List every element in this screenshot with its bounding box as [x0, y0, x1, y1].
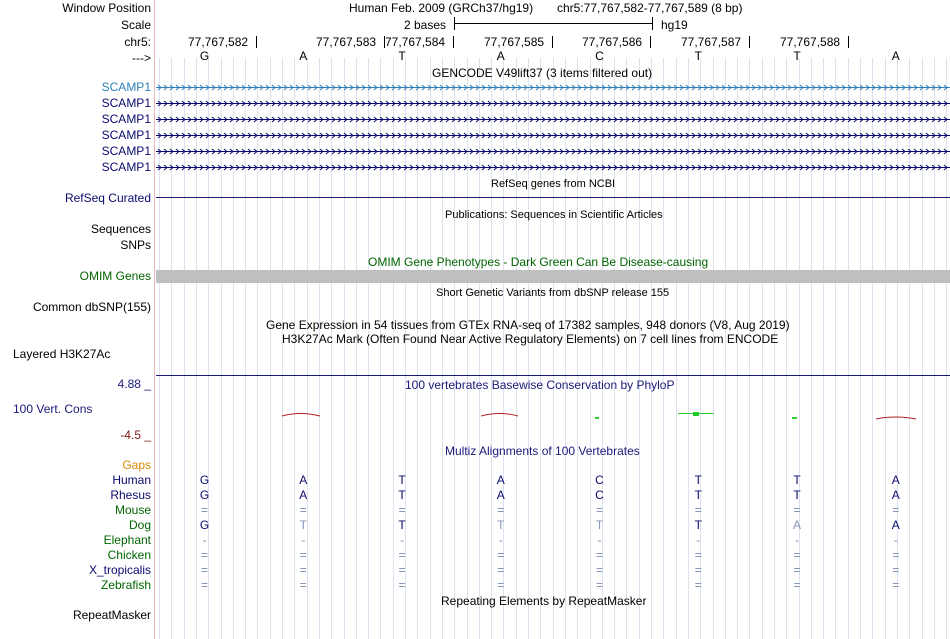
phylop-mark	[595, 417, 599, 419]
assembly-title: Human Feb. 2009 (GRCh37/hg19)	[349, 1, 534, 15]
alignment-base: =	[299, 548, 307, 562]
alignment-base: =	[595, 563, 603, 577]
phylop-mark	[481, 414, 518, 417]
alignment-base: A	[299, 488, 308, 502]
alignment-base: C	[595, 488, 604, 502]
coordinate-tick	[453, 36, 454, 48]
alignment-base: T	[299, 518, 307, 532]
repeatmasker-track-title[interactable]: Repeating Elements by RepeatMasker	[441, 594, 647, 608]
strand-arrow-label: --->	[132, 51, 151, 65]
gencode-item-label[interactable]: SCAMP1	[101, 96, 151, 110]
omim-track-label[interactable]: OMIM Genes	[79, 269, 151, 283]
publications-track-title[interactable]: Publications: Sequences in Scientific Articles	[445, 209, 663, 221]
reference-base: C	[595, 49, 604, 63]
gtex-track-title[interactable]: Gene Expression in 54 tissues from GTEx RNA-seq of 17382 samples, 948 donors (V8, Aug 2019)	[266, 318, 790, 332]
species-label-mouse: Mouse	[114, 503, 151, 517]
omim-track-title[interactable]: OMIM Gene Phenotypes - Dark Green Can Be Disease-causing	[368, 255, 709, 269]
scale-bar-right	[652, 17, 653, 30]
reference-base: T	[793, 49, 801, 63]
dbsnp-track-title[interactable]: Short Genetic Variants from dbSNP release 155	[436, 287, 670, 299]
gaps-label: Gaps	[122, 458, 151, 472]
coordinate-tick	[650, 36, 651, 48]
reference-base: A	[496, 49, 505, 63]
alignment-base: =	[497, 578, 505, 592]
alignment-base: -	[893, 533, 898, 547]
alignment-base: =	[595, 503, 603, 517]
phylop-track-title[interactable]: 100 vertebrates Basewise Conservation by PhyloP	[405, 378, 675, 392]
alignment-base: =	[398, 578, 406, 592]
alignment-base: =	[793, 503, 801, 517]
alignment-base: T	[398, 488, 406, 502]
alignment-base: A	[891, 473, 900, 487]
alignment-base: =	[398, 548, 406, 562]
reference-base: T	[694, 49, 702, 63]
alignment-base: T	[497, 518, 505, 532]
alignment-base: =	[892, 548, 900, 562]
track-image-area[interactable]	[156, 0, 950, 639]
scale-text: 2 bases	[404, 18, 447, 32]
coordinate-label: 77,767,588	[780, 35, 841, 49]
alignment-base: =	[497, 503, 505, 517]
gencode-item-label[interactable]: SCAMP1	[101, 128, 151, 142]
alignment-base: A	[496, 488, 505, 502]
alignment-base: =	[299, 578, 307, 592]
alignment-base: G	[199, 473, 210, 487]
sequences-track-label[interactable]: Sequences	[90, 222, 151, 236]
dbsnp-track-label[interactable]: Common dbSNP(155)	[32, 300, 151, 314]
phylop-mark	[876, 417, 916, 419]
scale-bar	[454, 23, 652, 24]
alignment-base: =	[793, 563, 801, 577]
alignment-base: =	[694, 563, 702, 577]
coordinate-label: 77,767,586	[582, 35, 643, 49]
coordinate-tick	[749, 36, 750, 48]
alignment-base: =	[595, 578, 603, 592]
alignment-base: A	[891, 518, 900, 532]
snps-track-label[interactable]: SNPs	[120, 238, 151, 252]
coordinate-label: 77,767,585	[484, 35, 545, 49]
alignment-base: A	[792, 518, 801, 532]
alignment-base: =	[694, 548, 702, 562]
phylop-mark	[693, 412, 699, 416]
chrom-label: chr5:	[124, 35, 151, 49]
gencode-item-label[interactable]: SCAMP1	[101, 112, 151, 126]
coordinate-tick	[552, 36, 553, 48]
species-label-elephant: Elephant	[103, 533, 151, 547]
h3k27ac-track-title[interactable]: H3K27Ac Mark (Often Found Near Active Regulatory Elements) on 7 cell lines from ENCODE	[282, 332, 779, 346]
scale-db: hg19	[661, 18, 688, 32]
alignment-base: =	[892, 578, 900, 592]
coordinate-tick	[256, 36, 257, 48]
alignment-base: T	[793, 488, 801, 502]
cons-max-label: 4.88 _	[117, 377, 151, 391]
gencode-transcript[interactable]	[156, 161, 950, 174]
gencode-item-label[interactable]: SCAMP1	[101, 160, 151, 174]
repeatmasker-track-label[interactable]: RepeatMasker	[72, 608, 151, 622]
coordinate-label: 77,767,582	[188, 35, 249, 49]
alignment-base: =	[694, 503, 702, 517]
window-position-value: chr5:77,767,582-77,767,589 (8 bp)	[557, 1, 743, 15]
gencode-transcript[interactable]	[156, 97, 950, 110]
h3k27ac-baseline	[156, 375, 950, 376]
species-label-zebrafish: Zebrafish	[100, 578, 151, 592]
track-label-column	[0, 0, 155, 639]
alignment-base: T	[793, 473, 801, 487]
scale-label: Scale	[120, 18, 151, 32]
phylop-mark	[792, 417, 797, 419]
gencode-transcript[interactable]	[156, 113, 950, 126]
alignment-base: =	[398, 563, 406, 577]
coordinate-tick	[848, 36, 849, 48]
cons-track-label[interactable]: 100 Vert. Cons	[13, 402, 93, 416]
multiz-track-title[interactable]: Multiz Alignments of 100 Vertebrates	[445, 444, 640, 458]
refseq-track-label[interactable]: RefSeq Curated	[64, 191, 151, 205]
gencode-transcript[interactable]	[156, 129, 950, 142]
alignment-base: -	[301, 533, 306, 547]
gencode-track-title[interactable]: GENCODE V49lift37 (3 items filtered out)	[432, 66, 653, 80]
coordinate-label: 77,767,584	[385, 35, 446, 49]
alignment-base: A	[891, 488, 900, 502]
alignment-base: =	[694, 578, 702, 592]
reference-base: T	[398, 49, 406, 63]
species-label-human: Human	[112, 473, 151, 487]
reference-base: A	[299, 49, 308, 63]
gencode-item-label[interactable]: SCAMP1	[101, 144, 151, 158]
window-position-label: Window Position	[62, 1, 151, 15]
h3k27ac-track-label[interactable]: Layered H3K27Ac	[13, 347, 111, 361]
refseq-gene-line[interactable]	[156, 197, 950, 198]
alignment-base: C	[595, 473, 604, 487]
alignment-base: =	[200, 548, 208, 562]
alignment-base: -	[696, 533, 701, 547]
alignment-base: T	[398, 518, 406, 532]
alignment-base: =	[299, 503, 307, 517]
alignment-base: =	[793, 578, 801, 592]
alignment-base: =	[299, 563, 307, 577]
alignment-base: =	[398, 503, 406, 517]
alignment-base: G	[199, 518, 210, 532]
alignment-base: =	[200, 578, 208, 592]
species-label-chicken: Chicken	[107, 548, 151, 562]
alignment-base: =	[200, 563, 208, 577]
alignment-base: =	[892, 503, 900, 517]
species-label-xtropicalis: X_tropicalis	[88, 563, 151, 577]
alignment-base: G	[199, 488, 210, 502]
species-label-dog: Dog	[128, 518, 151, 532]
coordinate-label: 77,767,583	[316, 35, 377, 49]
alignment-base: T	[694, 473, 702, 487]
alignment-base: =	[497, 548, 505, 562]
alignment-base: -	[202, 533, 207, 547]
alignment-base: T	[595, 518, 604, 532]
alignment-base: -	[597, 533, 602, 547]
alignment-base: -	[400, 533, 404, 547]
alignment-base: =	[793, 548, 801, 562]
phylop-mark	[282, 414, 320, 417]
alignment-base: =	[497, 563, 505, 577]
alignment-base: T	[398, 473, 406, 487]
gencode-transcript[interactable]	[156, 145, 950, 158]
alignment-base: A	[299, 473, 308, 487]
cons-min-label: -4.5 _	[120, 428, 151, 442]
alignment-base: =	[892, 563, 900, 577]
alignment-base: T	[694, 488, 702, 502]
alignment-base: =	[595, 548, 603, 562]
alignment-base: A	[496, 473, 505, 487]
species-label-rhesus: Rhesus	[110, 488, 151, 502]
alignment-base: T	[694, 518, 702, 532]
coordinate-label: 77,767,587	[681, 35, 742, 49]
refseq-track-title[interactable]: RefSeq genes from NCBI	[491, 178, 616, 190]
phylop-plot	[156, 405, 950, 425]
reference-base: G	[199, 49, 210, 63]
alignment-base: -	[498, 533, 503, 547]
reference-base: A	[891, 49, 900, 63]
gencode-item-label[interactable]: SCAMP1	[101, 80, 151, 94]
omim-gene-bar[interactable]	[156, 270, 950, 283]
gencode-transcript[interactable]	[156, 81, 950, 94]
alignment-base: -	[795, 533, 799, 547]
alignment-base: =	[200, 503, 208, 517]
